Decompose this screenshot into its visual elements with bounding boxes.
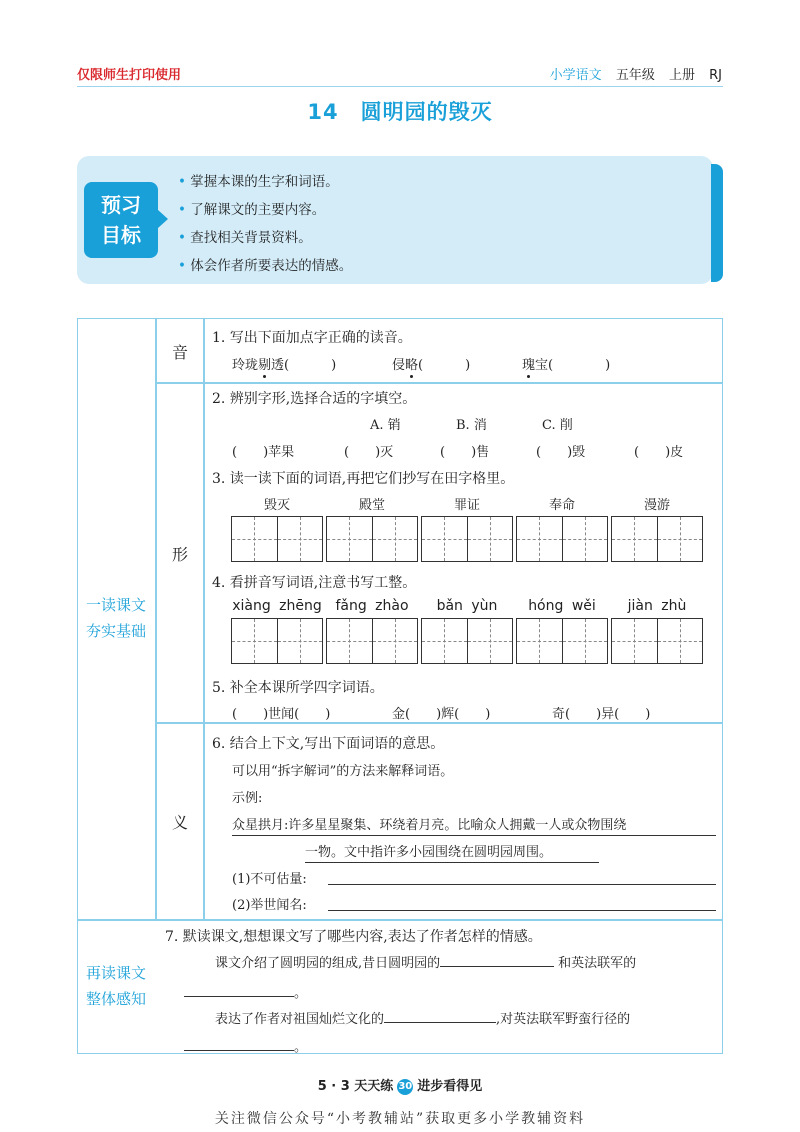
q7-text: 课文介绍了圆明园的组成,昔日圆明园的 (215, 956, 441, 971)
volume: 上册 (668, 68, 695, 83)
q7-text: 。 (294, 986, 308, 1001)
q1-dotted-char: 剔 (258, 358, 272, 373)
section-label-line: 整体感知 (85, 990, 146, 1008)
q4-pinyin: jiàn zhù (627, 598, 687, 614)
q5-item[interactable]: 奇( )异( ) (552, 707, 651, 722)
q2-blank-item[interactable]: ( )皮 (634, 445, 684, 460)
writing-grid[interactable] (421, 516, 513, 562)
q7-text: 和英法联军的 (558, 956, 637, 971)
section-label-line: 再读课文 (85, 964, 146, 982)
book-info (540, 64, 722, 83)
q1-text: 宝( (535, 358, 554, 373)
q1-text: 玲珑 (232, 358, 259, 373)
watermark-text: 关注微信公众号“小考教辅站”获取更多小学教辅资料 (214, 1111, 586, 1127)
q3-word: 漫游 (643, 498, 670, 513)
footer-slogan: 进步看得见 (417, 1079, 483, 1094)
grade: 五年级 (615, 68, 655, 83)
footer-series: 5 · 3 天天练 (317, 1079, 394, 1094)
q2-blank-text: )皮 (665, 445, 684, 460)
side-label-sound: 音 (171, 343, 188, 362)
q7-text: 表达了作者对祖国灿烂文化的 (215, 1012, 385, 1027)
writing-grid[interactable] (326, 618, 418, 664)
q1-item (522, 354, 610, 373)
q1-text: ) (605, 358, 611, 373)
q1-dotted-char: 略 (405, 358, 419, 373)
q1-item (392, 354, 470, 373)
page-title (0, 96, 800, 126)
lesson-title: 圆明园的毁灭 (360, 100, 493, 124)
q2-blank-item[interactable]: ( )售 (440, 445, 490, 460)
goals-panel (77, 156, 713, 284)
goals-badge (84, 182, 158, 258)
q6-sub1-label: (1)不可估量: (232, 872, 307, 887)
q6-example-line: 众星拱月:许多星星聚集、环绕着月亮。比喻众人拥戴一人或众物围绕 (232, 814, 716, 836)
print-notice: 仅限师生打印使用 (77, 68, 182, 83)
q2-prompt: 2. 辨别字形,选择合适的字填空。 (212, 391, 417, 407)
q3-word: 奉命 (548, 498, 575, 513)
q4-pinyin: hóng wěi (528, 598, 596, 614)
q7-text: ,对英法联军野蛮行径的 (496, 1012, 631, 1027)
q1-text: 透( (271, 358, 290, 373)
writing-grid[interactable] (611, 618, 703, 664)
q7-answer-blank[interactable] (384, 1022, 496, 1023)
goals-badge-line1: 预习 (101, 193, 141, 217)
section-label-line: 夯实基础 (85, 622, 146, 640)
q6-sub2-answer-line[interactable] (328, 910, 716, 911)
writing-grid[interactable] (231, 618, 323, 664)
section-label-line: 一读课文 (85, 596, 146, 614)
goals-panel-tab (711, 164, 723, 282)
q1-text: ) (465, 358, 471, 373)
row-divider-section (77, 919, 723, 921)
q6-sub2-label: (2)举世闻名: (232, 898, 307, 913)
q4-pinyin: xiàng zhēng (232, 598, 322, 614)
q7-prompt: 7. 默读课文,想想课文写了哪些内容,表达了作者怎样的情感。 (165, 929, 542, 945)
q7-answer-blank[interactable] (184, 996, 294, 997)
header-divider (77, 86, 723, 87)
q2-option: C. 削 (542, 418, 573, 433)
q6-sub1-answer-line[interactable] (328, 884, 716, 885)
q2-blank-text: )灭 (375, 445, 394, 460)
lesson-number: 14 (307, 100, 339, 124)
q1-item (232, 354, 336, 373)
writing-grid[interactable] (421, 618, 513, 664)
goals-list (178, 168, 352, 280)
subject: 小学语文 (549, 68, 602, 83)
q6-example-line: 一物。文中指许多小园围绕在圆明园周围。 (305, 841, 599, 863)
q3-prompt: 3. 读一读下面的词语,再把它们抄写在田字格里。 (212, 471, 515, 487)
q2-option: B. 消 (456, 418, 487, 433)
q2-blank-text: )毁 (567, 445, 586, 460)
writing-grid[interactable] (516, 618, 608, 664)
section-label-overview (77, 960, 155, 1012)
writing-grid[interactable] (516, 516, 608, 562)
q2-option: A. 销 (370, 418, 401, 433)
side-label-meaning: 义 (171, 813, 188, 832)
q7-line3 (215, 1008, 630, 1027)
q7-text: 。 (294, 1040, 308, 1055)
q5-item[interactable]: ( )世闻( ) (232, 707, 331, 722)
q6-prompt: 6. 结合上下文,写出下面词语的意思。 (212, 736, 445, 752)
side-label-shape: 形 (171, 545, 188, 564)
q7-answer-blank[interactable] (184, 1050, 294, 1051)
q2-blank-text: )售 (471, 445, 490, 460)
q6-tip: 可以用“拆字解词”的方法来解释词语。 (232, 764, 454, 779)
q1-text: ( (418, 358, 424, 373)
writing-grid[interactable] (326, 516, 418, 562)
q1-text: 侵 (392, 358, 406, 373)
q5-item[interactable]: 金( )辉( ) (392, 707, 491, 722)
q7-line4 (184, 1036, 307, 1055)
q2-blank-item[interactable]: ( )苹果 (232, 445, 295, 460)
q2-blank-text: )苹果 (263, 445, 295, 460)
goal-item: • 体会作者所要表达的情感。 (178, 252, 352, 280)
row-divider-sound (155, 382, 723, 384)
goals-badge-line2: 目标 (101, 223, 141, 247)
q4-pinyin: bǎn yùn (436, 598, 498, 614)
q3-word: 殿堂 (358, 498, 385, 513)
q7-answer-blank[interactable] (440, 966, 554, 967)
q6-example-label: 示例: (232, 791, 263, 806)
edition: RJ (709, 68, 722, 83)
page-number-badge: 30 (397, 1079, 413, 1095)
q7-line2 (184, 982, 307, 1001)
goal-item: • 了解课文的主要内容。 (178, 196, 352, 224)
q4-prompt: 4. 看拼音写词语,注意书写工整。 (212, 575, 417, 591)
writing-grid[interactable] (231, 516, 323, 562)
q4-pinyin: fǎng zhào (335, 598, 409, 614)
q5-prompt: 5. 补全本课所学四字词语。 (212, 680, 384, 696)
page-footer (0, 1075, 800, 1095)
q3-word: 毁灭 (263, 498, 290, 513)
q1-dotted-char: 瑰 (522, 358, 536, 373)
q3-word: 罪证 (453, 498, 480, 513)
q2-blank-item[interactable]: ( )灭 (344, 445, 394, 460)
row-divider-shape (155, 722, 723, 724)
q7-line1 (215, 952, 636, 971)
section-label-basics (77, 592, 155, 644)
q1-prompt: 1. 写出下面加点字正确的读音。 (212, 330, 412, 346)
q2-blank-item[interactable]: ( )毁 (536, 445, 586, 460)
goal-item: • 掌握本课的生字和词语。 (178, 168, 352, 196)
writing-grid[interactable] (611, 516, 703, 562)
q1-text: ) (331, 358, 337, 373)
goal-item: • 查找相关背景资料。 (178, 224, 352, 252)
